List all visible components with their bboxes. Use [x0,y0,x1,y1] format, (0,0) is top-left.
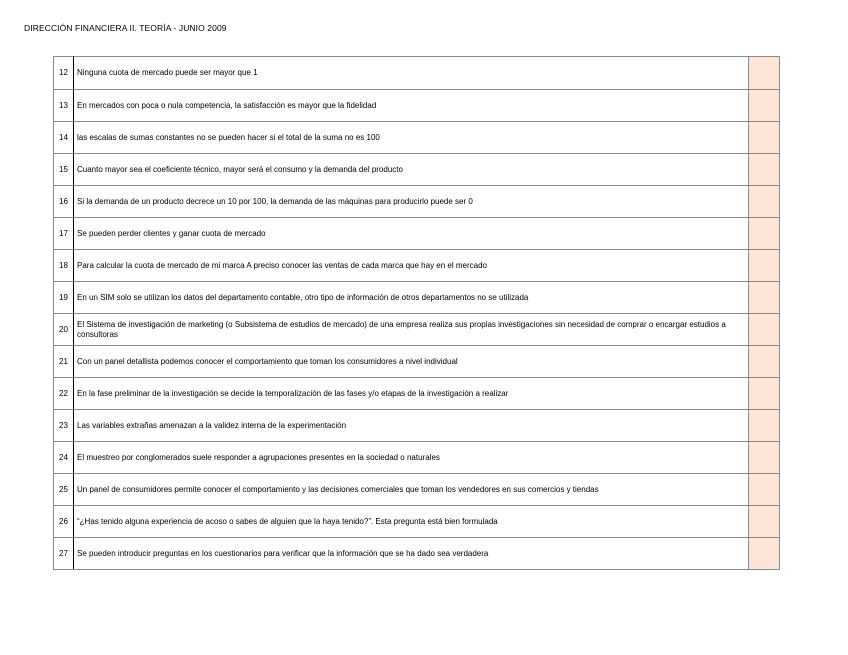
answer-cell[interactable] [749,90,780,122]
questions-table [53,56,780,570]
question-number: 22 [54,378,74,410]
question-row [54,57,780,90]
question-text: Ninguna cuota de mercado puede ser mayor que 1 [74,57,749,90]
question-row [54,154,780,186]
question-text: Se pueden introducir preguntas en los cuestionarios para verificar que la información que se ha dado sea verdadera [74,538,749,570]
answer-cell[interactable] [749,218,780,250]
question-text: las escalas de sumas constantes no se pueden hacer si el total de la suma no es 100 [74,122,749,154]
question-text: “¿Has tenido alguna experiencia de acoso o sabes de alguien que la haya tenido?”. Esta pregunta está bien formulada [74,506,749,538]
question-text: En la fase preliminar de la investigación se decide la temporalización de las fases y/o etapas de la investigación a realizar [74,378,749,410]
answer-cell[interactable] [749,282,780,314]
question-number: 16 [54,186,74,218]
question-number: 21 [54,346,74,378]
question-number: 27 [54,538,74,570]
question-row [54,186,780,218]
question-number: 24 [54,442,74,474]
question-row [54,90,780,122]
question-number: 17 [54,218,74,250]
question-number: 14 [54,122,74,154]
question-row [54,346,780,378]
question-text: Cuanto mayor sea el coeficiente técnico, mayor será el consumo y la demanda del producto [74,154,749,186]
question-row [54,218,780,250]
answer-cell[interactable] [749,250,780,282]
answer-cell[interactable] [749,154,780,186]
question-row [54,378,780,410]
question-row [54,410,780,442]
question-row [54,506,780,538]
question-text: Si la demanda de un producto decrece un 10 por 100, la demanda de las máquinas para producirlo puede ser 0 [74,186,749,218]
question-number: 23 [54,410,74,442]
question-number: 13 [54,90,74,122]
question-text: Para calcular la cuota de mercado de mi marca A preciso conocer las ventas de cada marca que hay en el mercado [74,250,749,282]
question-text: Con un panel detallista podemos conocer el comportamiento que toman los consumidores a nivel individual [74,346,749,378]
answer-cell[interactable] [749,57,780,90]
answer-cell[interactable] [749,410,780,442]
question-number: 20 [54,314,74,346]
question-text: En mercados con poca o nula competencia, la satisfacción es mayor que la fidelidad [74,90,749,122]
question-row [54,122,780,154]
question-text: Un panel de consumidores permite conocer el comportamiento y las decisiones comerciales que toman los vendedores en sus comercios y tiendas [74,474,749,506]
question-number: 19 [54,282,74,314]
answer-cell[interactable] [749,506,780,538]
question-text: Se pueden perder clientes y ganar cuota de mercado [74,218,749,250]
question-number: 25 [54,474,74,506]
answer-cell[interactable] [749,186,780,218]
question-row [54,538,780,570]
answer-cell[interactable] [749,474,780,506]
question-number: 26 [54,506,74,538]
question-number: 12 [54,57,74,90]
question-number: 15 [54,154,74,186]
question-text: En un SIM solo se utilizan los datos del departamento contable, otro tipo de información de otros departamentos no se utilizada [74,282,749,314]
question-row [54,282,780,314]
question-text: El Sistema de investigación de marketing (o Subsistema de estudios de mercado) de una empresa realiza sus propias investigaciones sin necesidad de comprar o encargar estudios a consultoras [74,314,749,346]
question-row [54,314,780,346]
question-row [54,442,780,474]
answer-cell[interactable] [749,538,780,570]
question-row [54,250,780,282]
question-number: 18 [54,250,74,282]
question-text: Las variables extrañas amenazan a la validez interna de la experimentación [74,410,749,442]
answer-cell[interactable] [749,122,780,154]
question-text: El muestreo por conglomerados suele responder a agrupaciones presentes en la sociedad o naturales [74,442,749,474]
page-title: DIRECCIÓN FINANCIERA II. TEORÍA - JUNIO 2009 [24,23,227,33]
question-row [54,474,780,506]
answer-cell[interactable] [749,378,780,410]
answer-cell[interactable] [749,314,780,346]
answer-cell[interactable] [749,346,780,378]
answer-cell[interactable] [749,442,780,474]
